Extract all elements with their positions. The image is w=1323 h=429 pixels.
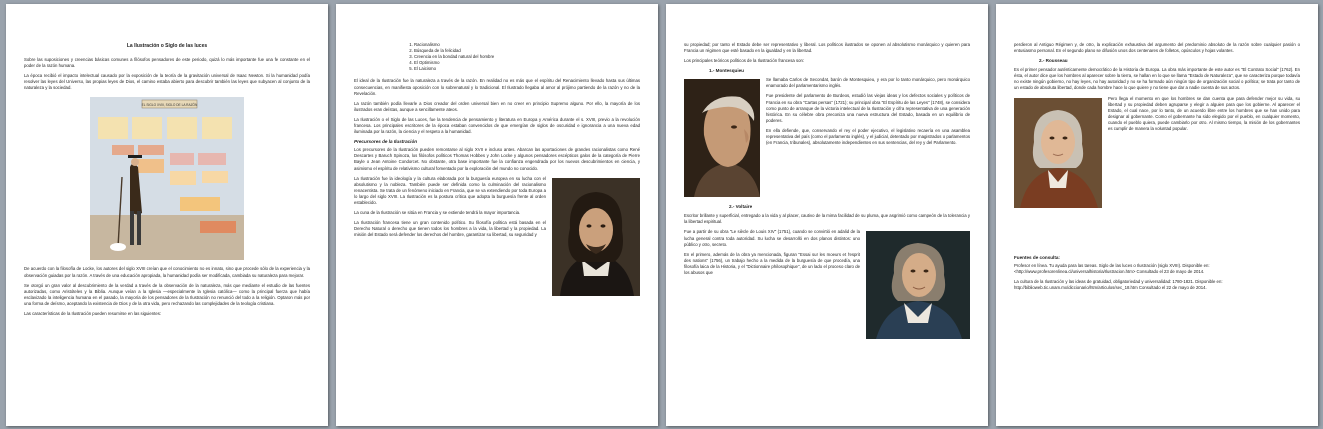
paragraph: Se otorgó un gran valor al descubrimiento de la verdad a través de la observación de la naturaleza, más que mediante el estudio de las fuentes autorizadas, como Aristóteles y la Biblia. Aunque veían a la Iglesia —especialmente la Iglesia católica— como la principal fuerza que había esclavizado la inteligencia humana en el pasado, la mayoría de los pensadores de la Ilustración no renunció del todo a la religión. Optaron más por una forma de deísmo, aceptando la existencia de Dios y de la otra vida, pero rechazando las complejidades de la teología cristiana. bbox=[24, 282, 310, 306]
paragraph: El ideal de la Ilustración fue la naturaleza a través de la razón. En realidad no es más que el espíritu del Renacimiento llevado hasta sus últimas consecuencias, en manifiesta oposición con lo sobrenatural y lo tradicional. El Ilustrado llegaba al amor al prójimo partiendo de la razón y no de la Revelación. bbox=[354, 78, 640, 96]
paragraph: su propiedad; por tanto el Estado debe ser representativo y liberal. Los políticos ilustrados se oponen al absolutismo monárquico y quieren para Francia un régimen que esté basado en la igualdad y en la libertad. bbox=[684, 42, 970, 54]
section-heading: 2.- Rousseau bbox=[1039, 58, 1068, 64]
paragraph: La Ilustración o el Siglo de las Luces, fue la tendencia de pensamiento y literatura en Europa y América durante el s. XVIII, previo a la revolución francesa. Los principales escritores de la época estaban convencidos de que emergían de siglos de oscuridad e ignorancia a una nueva edad iluminada por la razón, la ciencia y el respeto a la humanidad. bbox=[354, 116, 640, 135]
characteristics-list bbox=[354, 42, 640, 72]
sources-heading: Fuentes de consulta: bbox=[1014, 254, 1060, 260]
paragraph: Es el primer pensador auténticamente democrático de la Historia de Europa. La obra más importante de este autor es "El Contrato Social" (1762). En ésta, el autor dice que los hombres al aparecer sobre la tierra, se hallan en lo que se llama "Estado de Naturaleza", que se caracteriza porque todavía no existe ningún gobierno, no hay leyes, no hay autoridad y no se ha formado aún ningún tipo de organización social o política; se trata por tanto de un estado de absoluta libertad, donde cada hombre hace lo que quiere y no tiene que dar a nadie cuenta de sus actos. bbox=[1014, 67, 1300, 91]
infographic-image bbox=[90, 97, 244, 260]
list-item: 4. El Optimismo bbox=[414, 60, 640, 66]
voltaire-portrait bbox=[866, 231, 970, 339]
montesquieu-portrait bbox=[684, 79, 760, 197]
paragraph: La época recibió el impacto intelectual causado por la exposición de la teoría de la gravitación universal de Isaac Newton. Si la humanidad podía resolver las leyes del Universo, las propias leyes de Dios, el camino estaba abierto para descubrir también las leyes que subyacen al conjunto de la naturaleza y la sociedad. bbox=[24, 73, 310, 91]
paragraph: La razón también podía llevarle a Dios creador del orden universal bien en no creer en principio Supremo alguno. Por ello, la mayoría de los ilustrados eran deístas, aunque a sencillamente ateos. bbox=[354, 100, 640, 112]
document-page-1 bbox=[6, 4, 328, 426]
paragraph: La cuna de la Ilustración se sitúa en Francia y se extiende tendrá la mayor importancia. bbox=[354, 210, 521, 216]
source-entry: La cultura de la Ilustración y las ideas de gratuidad, obligatoriedad y universalidad: 1780-1821. Disponible en: http://biblioweb.tic.unam.mx/diccionario/htm/articulos/sec_18.htm Consultado el 22 de mayo de 2014. bbox=[1014, 278, 1223, 290]
paragraph: Pero llega el momento en que los hombres se dan cuenta que para defender mejor su vida, su libertad y su propiedad deben agruparse y elegir a alguien para que los gobierne. Al aparecer el Estado, el cual nace, por lo tanto, de un acuerdo libre entre los hombres que se han unido para designar al gobernante. Como el gobernante ha sido elegido por el pueblo, en cualquier momento, cuando el pueblo quiera, puede cambiarlo por otro. Al mismo tiempo, la misión de los gobernantes es cumplir de manera la voluntad popular. bbox=[1108, 95, 1300, 132]
paragraph: Las características de la Ilustración pueden resumirse en las siguientes: bbox=[24, 311, 162, 317]
paragraph: Fue presidente del parlamento de Burdeos, estudió las viejas ideas y los defectos sociales y políticos de Francia en su obra "Cartas persas" (1721); su principal obra "El Espíritu de las Leyes" (1748), se considera como punto de arranque de la victoria intelectual de la Ilustración y cifra representativa de una generación histórica. En su célebre obra preconiza una nueva estructura del Estado, basada en un equilibrio de poderes. bbox=[766, 93, 970, 123]
paragraph: Escritor brillante y superficial, entregado a la vida y al placer, cautivo de la mima facilidad de su pluma, que asgrimió como campeón de la tolerancia y la libertad espiritual. bbox=[684, 213, 970, 225]
paragraph: La Ilustración francesa tiene un gran contenido político. Su filosofía política está basada en el Derecho Natural o derecho que tienen todos los hombres a la vida, la libertad y la propiedad. La misión del Estado será defender los derechos del hombre, garantizar su libertad, su seguridad y bbox=[354, 220, 546, 238]
document-page-3 bbox=[666, 4, 988, 426]
list-item: 1. Racionalismo bbox=[414, 42, 640, 48]
infographic-title: EL SIGLO XVIII, SIGLO DE LA RAZÓN bbox=[141, 103, 198, 108]
document-page-2 bbox=[336, 4, 658, 426]
paragraph: En ella defiende, que, conservando el rey el poder ejecutivo, el legislativo recaería en una asamblea representativa del país (como el parlamento inglés), y el judicial, detentado por magistrados o parlamentos (en Francia, tribunales), absolutamente independientes en sus sentencias, del rey y del Parlamento. bbox=[766, 127, 970, 146]
rousseau-portrait bbox=[1014, 98, 1102, 208]
paragraph: Se llamaba Carlos de Secondat, barón de Montesquieu, y era por lo tanto monárquico, pero monárquico enamorado del parlamentarismo inglés. bbox=[766, 77, 970, 89]
paragraph: Los principales teóricos políticos de la Ilustración francesa son: bbox=[684, 58, 805, 64]
source-entry: Profesor en línea. Tu ayuda para las tareas. Siglo de las luces o Ilustración (siglo XVIII). Disponible en: <http://www.profesorenlinea.cl/universalhistoria/Ilustracion.htm> Consultado el 23 de mayo de 2014. bbox=[1014, 262, 1210, 274]
list-item: 5. El Laicismo bbox=[414, 66, 640, 72]
paragraph: De acuerdo con la filosofía de Locke, los autores del siglo XVIII creían que el conocimiento no es innato, sino que procede sólo de la experiencia y la observación guiadas por la razón. A través de una educación apropiada, la humanidad podía ser modificada, cambiada su naturaleza para mejorar. bbox=[24, 266, 310, 278]
section-heading: 2.- Voltaire bbox=[729, 204, 753, 210]
section-heading: 1.- Montesquieu bbox=[709, 68, 744, 74]
descartes-portrait bbox=[552, 178, 640, 296]
paragraph: Sobre las suposiciones y creencias básicas comunes a filósofos pensadores de este periodo, quizá lo más importante fue una fe constante en el poder de la razón humana. bbox=[24, 57, 310, 69]
page-title: La Ilustración o Siglo de las luces bbox=[126, 43, 208, 49]
paragraph: Los precursores de la Ilustración pueden remontarse al siglo XVII e incluso antes. Abarcan las aportaciones de grandes racionalistas como René Descartes y Baruch Spinoza, los filósofos políticos Thomas Hobbes y John Locke y algunos pensadores escépticos galos de la categoría de Pierre Bayle o Jean Antoine Condorcet. No obstante, otra base importante fue la confianza engendrada por los nuevos descubrimientos en ciencia, y asimismo el espíritu de relativismo cultural fomentado por la exploración del mundo no conocido. bbox=[354, 147, 640, 171]
paragraph: perdieron al Antiguo Régimen y, de otro, la explicación exhaustiva del argumento del predominio absoluto de la razón sobre cualquier pasión o entusiasmo personal. En el segundo plano se difusión unos dos centenares de folletos, opúsculos y hojas volantes. bbox=[1014, 42, 1300, 54]
list-item: 3. Creencia en la bondad natural del hombre bbox=[414, 54, 640, 60]
document-page-4 bbox=[996, 4, 1318, 426]
paragraph: Fue a partir de su obra "Le siècle de Louis XIV" (1751), cuando se convirtió en adalid de la lucha general contra toda autoridad. Su lucha se desarrolló en dos planos distintos: uno público y otro, secreto. bbox=[684, 229, 860, 247]
section-heading: Precursores de la Ilustración bbox=[354, 139, 418, 145]
list-item: 2. Búsqueda de la felicidad bbox=[414, 48, 640, 54]
paragraph: La Ilustración fue la ideología y la cultura elaborada por la burguesía europea en su lucha con el absolutismo y la nobleza. También puede ser definida como la culminación del racionalismo renacentista. Se trata de un fenómeno iniciado en Francia, que se va extendiendo por toda Europa a lo largo del siglo XVIII. La Ilustración es la postura crítica que adopta la burguesía frente al orden establecido. bbox=[354, 175, 546, 205]
paragraph: En el primero, además de la obra ya mencionada, figuran "Essai sur les moeurs et l'esprit des nations" (1756), un trabajo hecho a la medida de la burguesía de que procedía, una filosofía laica de la Historia, y el "Dictionnaire philosophique", de un lado el proceso claro de los abusos que bbox=[684, 251, 860, 276]
